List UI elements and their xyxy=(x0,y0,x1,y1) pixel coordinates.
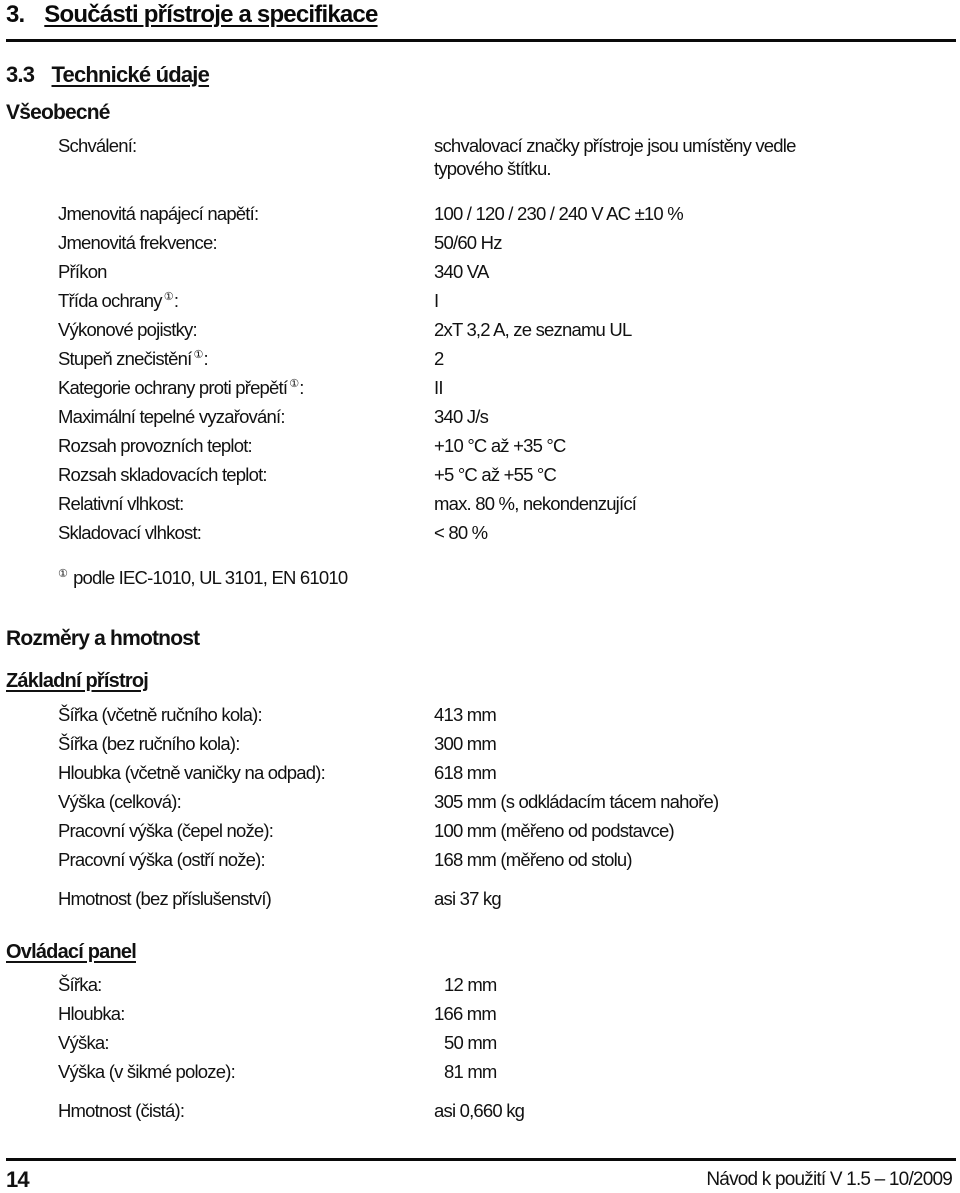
dim-label: Šířka (včetně ručního kola): xyxy=(58,704,262,725)
spec-label: Výkonové pojistky: xyxy=(58,319,197,340)
dim-value: 12 mm xyxy=(444,974,497,995)
spec-label-with-mark xyxy=(58,377,304,399)
dim-value: 300 mm xyxy=(434,733,497,754)
spec-value: I xyxy=(434,290,439,311)
dim-label: Pracovní výška (ostří nože): xyxy=(58,849,265,870)
chapter-number: 3. xyxy=(6,1,25,28)
chapter-rule xyxy=(6,39,956,42)
dim-value: 166 mm xyxy=(434,1003,497,1024)
page-number: 14 xyxy=(6,1167,29,1192)
weight-value: asi 37 kg xyxy=(434,888,501,909)
document-version: Návod k použití V 1.5 – 10/2009 xyxy=(706,1169,952,1190)
spec-label-with-mark xyxy=(58,348,208,370)
dim-label: Šířka (bez ručního kola): xyxy=(58,733,240,754)
spec-label: Příkon xyxy=(58,261,107,282)
chapter-title: Součásti přístroje a specifikace xyxy=(44,1,378,28)
dim-label: Šířka: xyxy=(58,974,102,995)
control-panel-heading: Ovládací panel xyxy=(6,941,136,963)
approval-label: Schválení: xyxy=(58,135,137,156)
spec-value: 340 J/s xyxy=(434,406,489,427)
dim-label: Výška: xyxy=(58,1032,109,1053)
dim-label: Hloubka (včetně vaničky na odpad): xyxy=(58,762,325,783)
spec-label-suffix: : xyxy=(173,290,179,311)
spec-label-suffix: : xyxy=(299,377,304,398)
dim-value: 100 mm (měřeno od podstavce) xyxy=(434,820,674,841)
dim-value: 413 mm xyxy=(434,704,497,725)
approval-value-line2: typového štítku. xyxy=(434,158,551,179)
spec-label-text: Třída ochrany xyxy=(58,290,162,311)
spec-value: 2 xyxy=(434,348,444,369)
footnote-mark: ① xyxy=(58,568,68,580)
spec-label: Relativní vlhkost: xyxy=(58,493,184,514)
spec-value: < 80 % xyxy=(434,522,488,543)
footer-rule xyxy=(6,1158,956,1161)
dim-value: 50 mm xyxy=(444,1032,497,1053)
spec-label: Rozsah provozních teplot: xyxy=(58,435,252,456)
dim-value: 305 mm (s odkládacím tácem nahoře) xyxy=(434,791,719,812)
spec-label: Jmenovitá frekvence: xyxy=(58,232,217,253)
base-unit-heading: Základní přístroj xyxy=(6,670,148,692)
footnote-mark: ① xyxy=(289,378,299,390)
spec-value: 100 / 120 / 230 / 240 V AC ±10 % xyxy=(434,203,683,224)
weight-value: asi 0,660 kg xyxy=(434,1100,525,1121)
dim-label: Výška (celková): xyxy=(58,791,181,812)
general-heading: Všeobecné xyxy=(6,101,110,124)
footnote xyxy=(58,567,347,589)
footnote-text: podle IEC-1010, UL 3101, EN 61010 xyxy=(73,567,348,588)
dim-label: Hloubka: xyxy=(58,1003,125,1024)
spec-value: +10 °C až +35 °C xyxy=(434,435,566,456)
spec-value: 2xT 3,2 A, ze seznamu UL xyxy=(434,319,632,340)
spec-label: Jmenovitá napájecí napětí: xyxy=(58,203,259,224)
spec-label: Skladovací vlhkost: xyxy=(58,522,202,543)
spec-value: max. 80 %, nekondenzující xyxy=(434,493,637,514)
spec-value: +5 °C až +55 °C xyxy=(434,464,557,485)
footnote-mark: ① xyxy=(163,291,173,303)
section-number: 3.3 xyxy=(6,62,35,87)
spec-value: 50/60 Hz xyxy=(434,232,502,253)
dim-value: 81 mm xyxy=(444,1061,497,1082)
spec-label: Rozsah skladovacích teplot: xyxy=(58,464,267,485)
spec-value: II xyxy=(434,377,443,398)
section-heading xyxy=(6,62,209,88)
dimensions-heading: Rozměry a hmotnost xyxy=(6,627,200,650)
chapter-heading xyxy=(6,1,378,29)
spec-label-with-mark xyxy=(58,290,178,312)
dim-value: 618 mm xyxy=(434,762,497,783)
footnote-mark: ① xyxy=(193,349,203,361)
dim-label: Pracovní výška (čepel nože): xyxy=(58,820,274,841)
weight-label: Hmotnost (bez příslušenství) xyxy=(58,888,272,909)
weight-label: Hmotnost (čistá): xyxy=(58,1100,185,1121)
spec-label-suffix: : xyxy=(203,348,208,369)
section-title: Technické údaje xyxy=(51,62,210,87)
spec-label-text: Kategorie ochrany proti přepětí xyxy=(58,377,288,398)
approval-value-line1: schvalovací značky přístroje jsou umístěny vedle xyxy=(434,135,796,156)
spec-label-text: Stupeň znečistění xyxy=(58,348,192,369)
dim-value: 168 mm (měřeno od stolu) xyxy=(434,849,632,870)
spec-value: 340 VA xyxy=(434,261,489,282)
spec-label: Maximální tepelné vyzařování: xyxy=(58,406,285,427)
dim-label: Výška (v šikmé poloze): xyxy=(58,1061,235,1082)
